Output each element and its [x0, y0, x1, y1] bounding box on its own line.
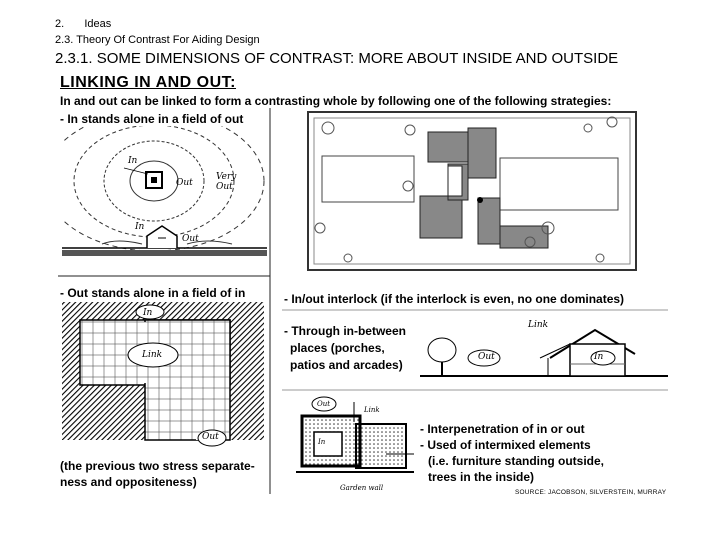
strategy-in-alone: - In stands alone in a field of out [60, 112, 244, 126]
strategy-intermixed-3: trees in the inside) [428, 470, 535, 484]
strategy-note-1: (the previous two stress separate- [60, 459, 255, 473]
label-link-pen: Link [364, 406, 380, 414]
label-out-section: Out [182, 234, 199, 244]
label-in-section: In [135, 222, 145, 232]
sketch-interlock-plan [300, 108, 660, 288]
label-very-out: Very Out [216, 172, 237, 192]
sketch-out-alone [60, 300, 268, 455]
strategy-intermixed-2: (i.e. furniture standing outside, [428, 454, 605, 468]
page-title: 2.3.1. SOME DIMENSIONS OF CONTRAST: MORE ABOUT INSIDE AND OUTSIDE [55, 50, 619, 67]
strategy-interpenetration: - Interpenetration of in or out [420, 422, 585, 436]
strategy-note-2: ness and oppositeness) [60, 475, 197, 489]
strategy-in-between-2: places (porches, [290, 341, 385, 355]
sketch-interpenetration [296, 394, 416, 492]
label-garden-wall: Garden wall [340, 484, 384, 492]
label-out-porch: Out [478, 352, 495, 362]
section-title: Ideas [84, 18, 112, 30]
strategy-out-alone: - Out stands alone in a field of in [60, 286, 246, 300]
strategy-intermixed: - Used of intermixed elements [420, 438, 591, 452]
label-in: In [128, 156, 138, 166]
strategy-in-between-3: patios and arcades) [290, 358, 403, 372]
panel-heading: LINKING IN AND OUT: [60, 74, 237, 91]
label-out-pen: Out [317, 400, 331, 408]
subsection-heading: 2.3. Theory Of Contrast For Aiding Design [55, 34, 260, 46]
label-in-pen: In [318, 438, 326, 446]
label-out-field: Out [202, 432, 219, 442]
label-link-porch: Link [528, 320, 549, 330]
sketch-in-alone [62, 126, 267, 274]
panel-intro: In and out can be linked to form a contrasting whole by following one of the following strategies: [60, 94, 612, 108]
strategy-interlock: - In/out interlock (if the interlock is even, no one dominates) [284, 292, 625, 306]
strategy-in-between: - Through in-between [284, 324, 406, 338]
label-in-porch: In [594, 352, 604, 362]
label-link: Link [142, 350, 163, 360]
section-number: 2. [55, 18, 65, 30]
label-out: Out [176, 178, 193, 188]
source-credit: SOURCE: JACOBSON, SILVERSTEIN, MURRAY [515, 489, 667, 496]
label-in-field: In [143, 308, 153, 318]
